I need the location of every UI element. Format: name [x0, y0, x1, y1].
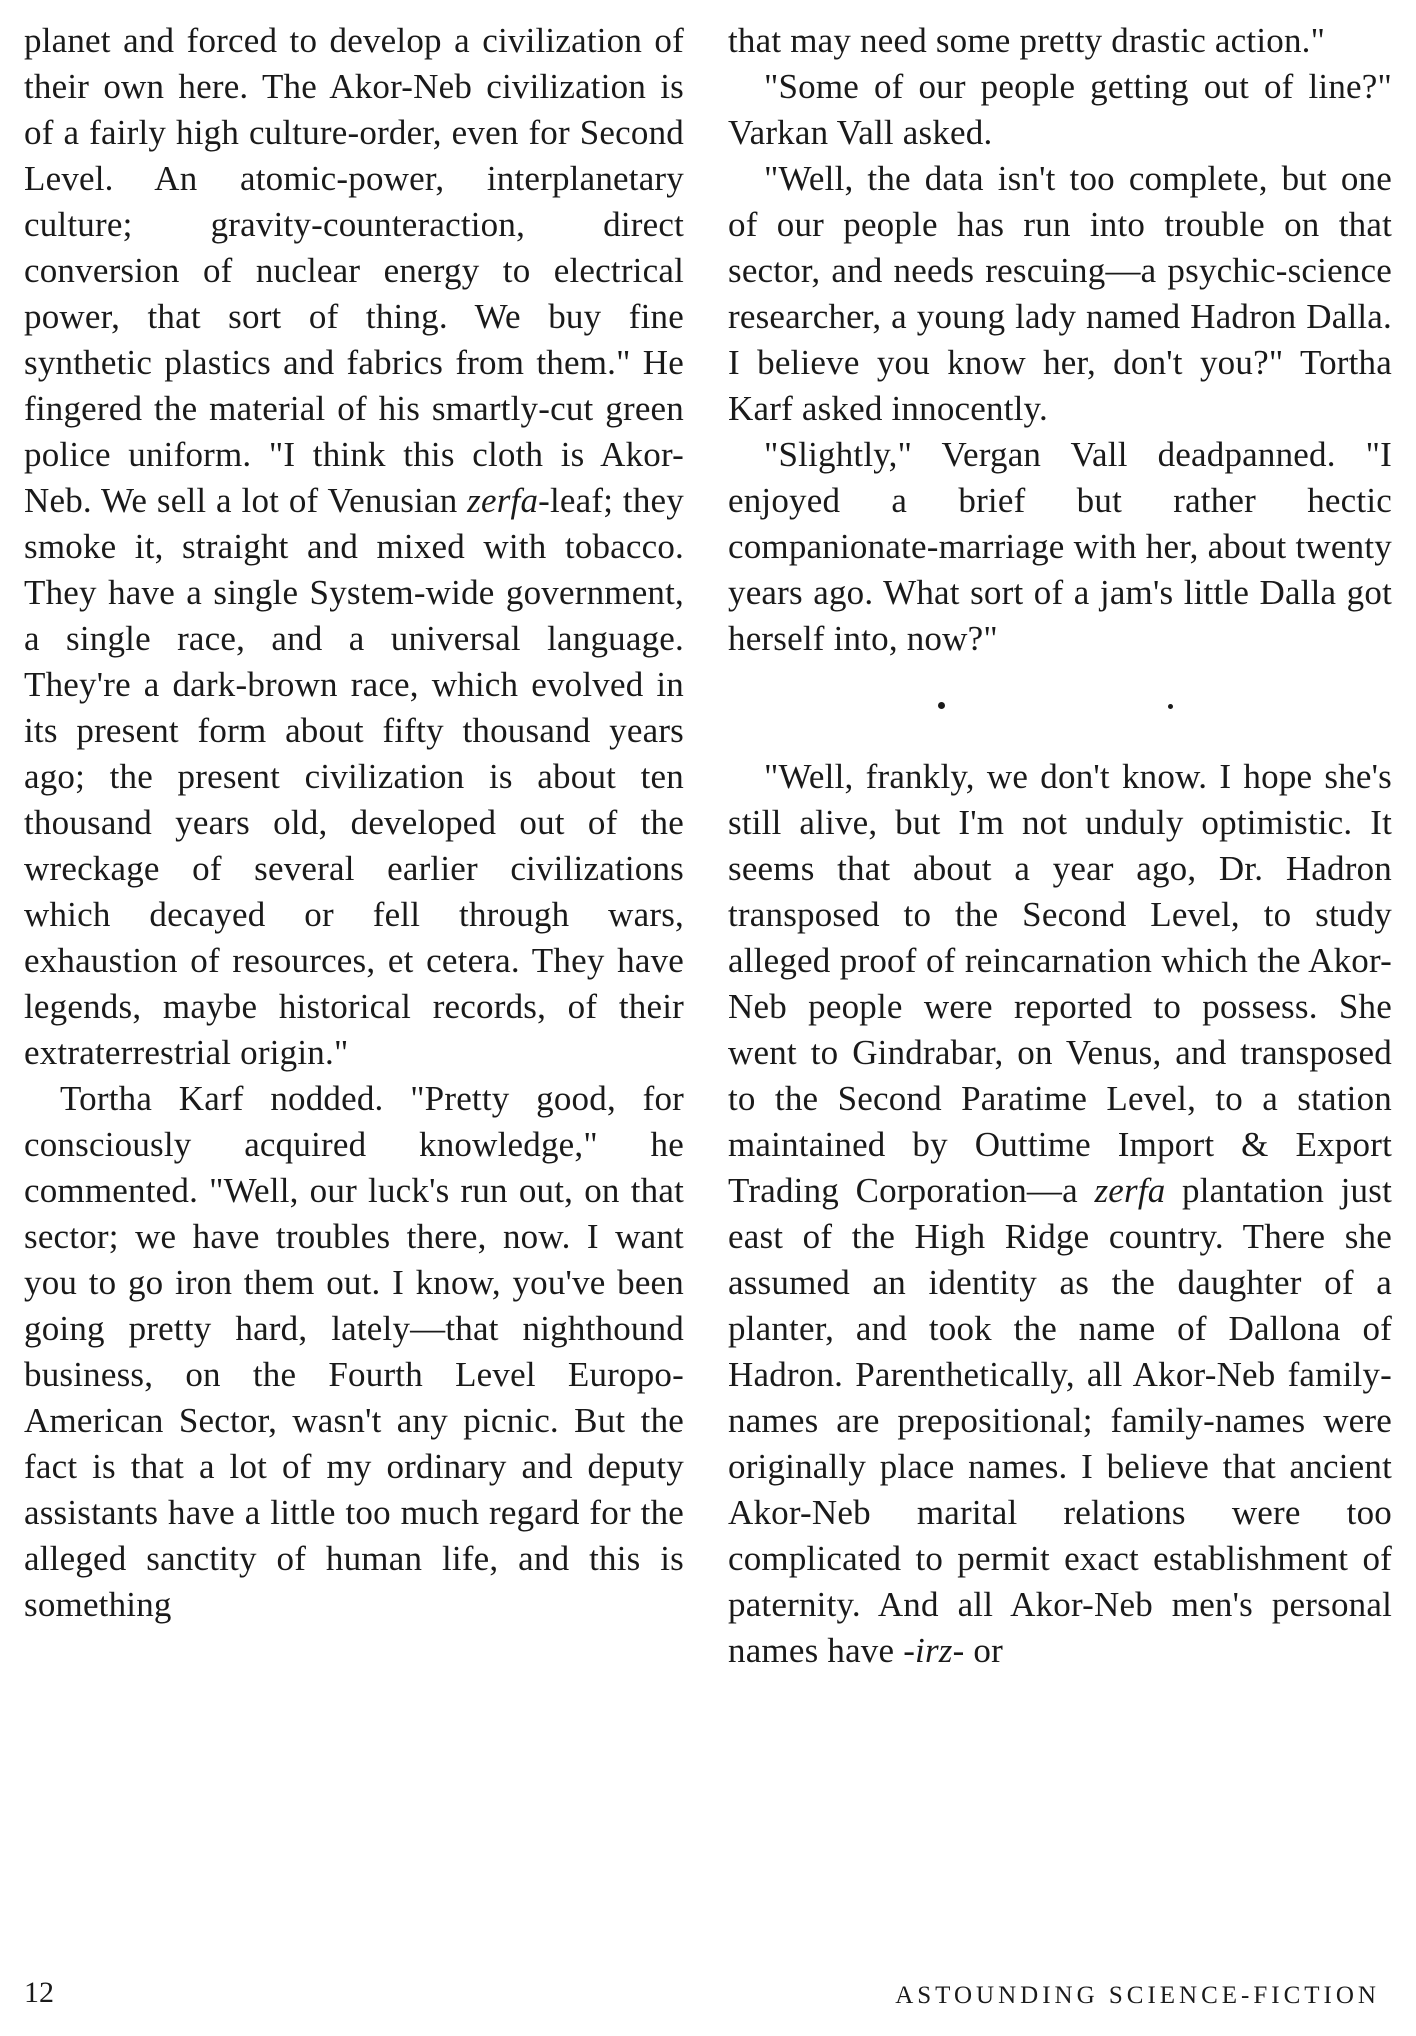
paragraph-text: planet and forced to develop a civilization of their own here. The Akor-Neb civilization is of a fairly high culture-order, even for Second Level. An atomic-power, interplanetary culture; gravity-counteraction, direct conversion of nuclear energy to electrical power, that sort of thing. We buy fine synthetic plastics and fabrics from them." He fingered the material of his smartly-cut green police uniform. "I think this cloth is Akor-Neb. We sell a lot of Venusian	[24, 21, 684, 520]
paragraph-text: or	[964, 1631, 1003, 1670]
section-break-dot	[1168, 704, 1173, 709]
paragraph: "Some of our people getting out of line?" Varkan Vall asked.	[728, 67, 1392, 152]
section-break	[728, 662, 1392, 754]
right-column	[728, 18, 1392, 1674]
paragraph-text: -leaf; they smoke it, straight and mixed with tobacco. They have a single System-wide government, a single race, and a universal language. They're a dark-brown race, which evolved in its present form about fifty thousand years ago; the present civilization is about ten thousand years old, developed out of the wreckage of several earlier civilizations which decayed or fell through wars, exhaustion of resources, et cetera. They have legends, maybe historical records, of their extraterrestrial origin."	[24, 481, 684, 1072]
paragraph: "Well, the data isn't too complete, but one of our people has run into trouble on that sector, and needs rescuing—a psychic-science researcher, a young lady named Hadron Dalla. I believe you know her, don't you?" Tortha Karf asked innocently.	[728, 159, 1392, 428]
section-break-dot	[938, 702, 945, 709]
paragraph: "Slightly," Vergan Vall deadpanned. "I enjoyed a brief but rather hectic companionate-marriage with her, about twenty years ago. What sort of a jam's little Dalla got herself into, now?"	[728, 435, 1392, 658]
paragraph-text: "Well, frankly, we don't know. I hope she's still alive, but I'm not unduly optimistic. It seems that about a year ago, Dr. Hadron transposed to the Second Level, to study alleged proof of reincarnation which the Akor-Neb people were reported to possess. She went to Gindrabar, on Venus, and transposed to the Second Paratime Level, to a station maintained by Outtime Import & Export Trading Corporation—a	[728, 757, 1392, 1210]
paragraph	[728, 754, 1392, 1674]
paragraph: Tortha Karf nodded. "Pretty good, for consciously acquired knowledge," he commented. "Well, our luck's run out, on that sector; we have troubles there, now. I want you to go iron them out. I know, you've been going pretty hard, lately—that nighthound business, on the Fourth Level Europo-American Sector, wasn't any picnic. But the fact is that a lot of my ordinary and deputy assistants have a little too much regard for the alleged sanctity of human life, and this is something	[24, 1079, 684, 1624]
paragraph	[24, 18, 684, 1076]
italic-term: zerfa	[1094, 1171, 1166, 1210]
magazine-title: ASTOUNDING SCIENCE-FICTION	[895, 1982, 1380, 2009]
paragraph-text: plantation just east of the High Ridge country. There she assumed an identity as the daughter of a planter, and took the name of Dallona of Hadron. Parenthetically, all Akor-Neb family-names are prepositional; family-names were originally place names. I believe that ancient Akor-Neb marital relations were too complicated to permit exact establishment of paternity. And all Akor-Neb men's personal names have	[728, 1171, 1392, 1670]
italic-term: -irz-	[903, 1631, 965, 1670]
italic-term: zerfa	[467, 481, 539, 520]
page-number: 12	[24, 1976, 54, 2009]
paragraph: that may need some pretty drastic action."	[728, 21, 1326, 60]
left-column	[24, 18, 684, 1628]
